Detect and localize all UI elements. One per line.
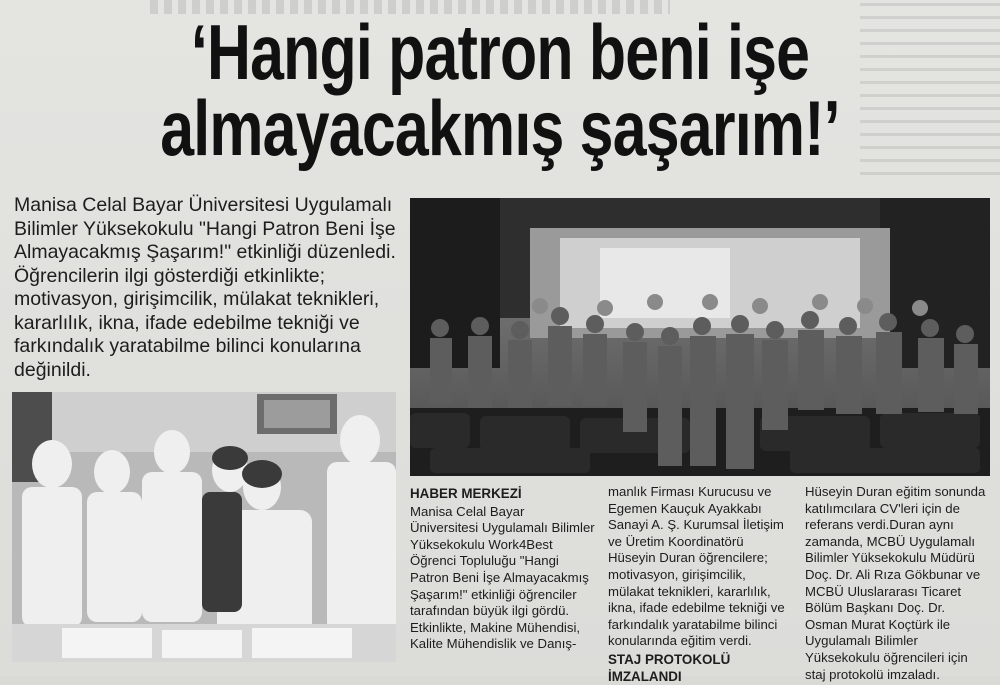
group-photo [410,198,990,476]
article-paragraph: Manisa Celal Bayar Üniversitesi Uygulamalı Bilimler Yüksekokulu Work4Best Öğrenci Topluluğu "Hangi Patron Beni İşe Almayacakmış Şaşarım!" etkinliği öğrenciler tarafından büyük ilgi gördü. [410,503,595,619]
signing-photo [12,392,396,662]
group-photo-illustration [410,198,990,476]
article-paragraph: manlık Firması Kurucusu ve Egemen Kauçuk Ayakkabı Sanayi A. Ş. Kurumsal İletişim ve Üretim Koordinatörü Hüseyin Duran öğrencilere; motivasyon, girişimcilik, mülakat teknikleri, kararlılık, ikna, ifade edebilme tekniği ve farkındalık yaratabilme bilinci konularında eğitim verdi. [608,484,785,649]
article-paragraph: Hüseyin Duran eğitim sonunda katılımcılara CV'leri için de referans verdi.Duran aynı zamanda, MCBÜ Uygulamalı Bilimler Yüksekokulu Müdürü Doç. Dr. Ali Rıza Gökbunar ve MCBÜ Uluslararası Ticaret Bölüm Başkanı Doç. Dr. Osman Murat Koçtürk ile Uygulamalı Bilimler Yüksekokulu öğrencileri için staj protokolü imzaladı. [805,484,986,682]
subheading: STAJ PROTOKOLÜ İMZALANDI [608,651,731,684]
headline-line-1: ‘Hangi patron beni işe [190,8,810,96]
headline [110,8,890,172]
headline-line-2: almayacakmış şaşarım!’ [160,84,840,172]
article-column-3 [805,484,991,683]
lede-paragraph: Manisa Celal Bayar Üniversitesi Uygulamalı Bilimler Yüksekokulu "Hangi Patron Beni İşe Almayacakmış Şaşarım!" etkinliği düzenledi. Öğrencilerin ilgi gösterdiği etkinlikte; motivasyon, girişimcilik, mülakat teknikleri, kararlılık, ikna, ifade edebilme tekniği ve farkındalık yaratabilme bilinci konularına değinildi. [14,194,396,381]
article-column-2 [608,484,794,685]
article-paragraph: Etkinlikte, Makine Mühendisi, Kalite Mühendislik ve Danış- [410,619,581,652]
article-column-1 [410,486,596,653]
signing-photo-illustration [12,392,396,662]
byline: HABER MERKEZİ [410,486,522,501]
